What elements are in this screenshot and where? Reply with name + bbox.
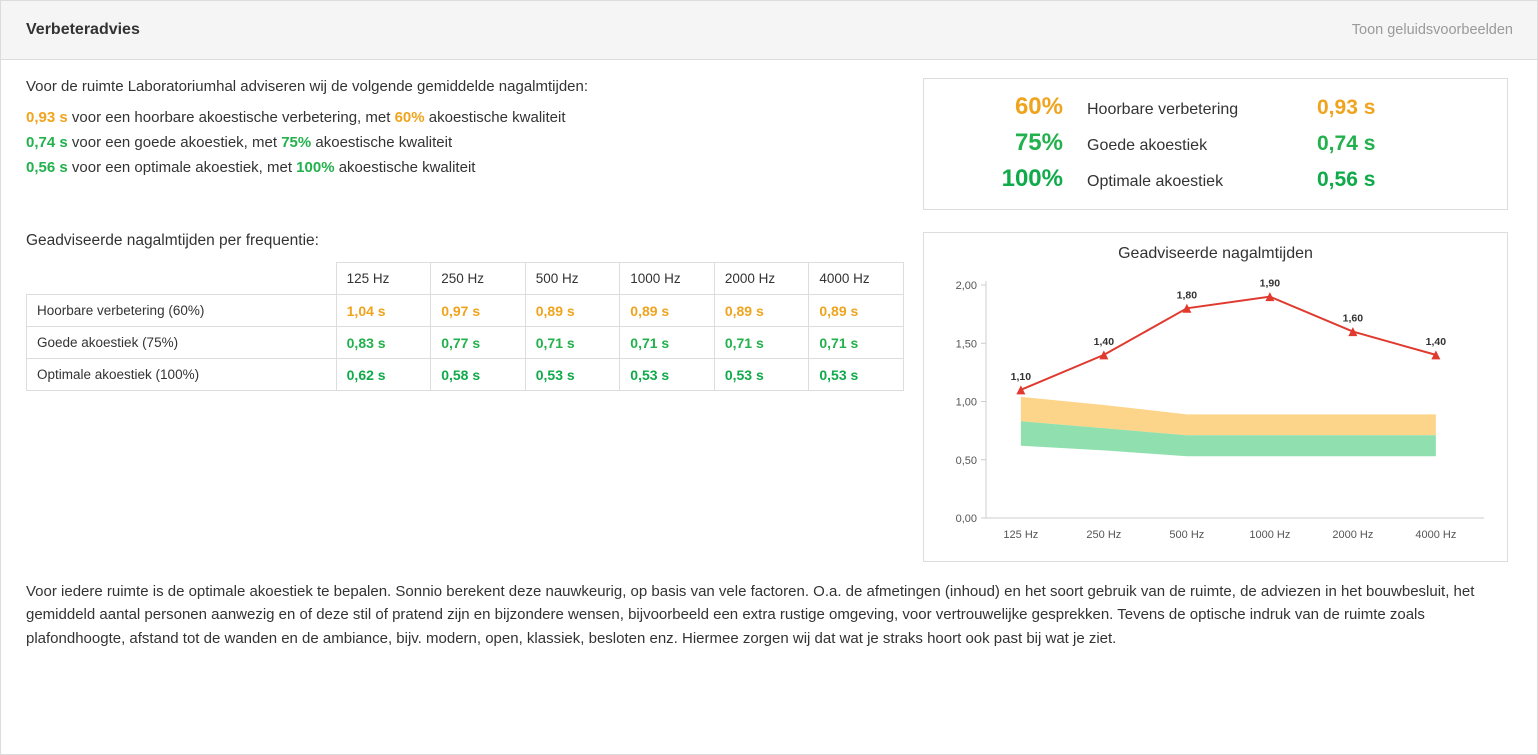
details-section (1, 210, 1537, 562)
svg-text:1,90: 1,90 (1259, 277, 1281, 290)
advice-text-block (26, 78, 906, 184)
table-caption: Geadviseerde nagalmtijden per frequentie: (26, 232, 319, 249)
page-title: Verbeteradvies (26, 21, 140, 38)
summary-percentage: 75% (1014, 129, 1063, 156)
advice-line-1-tail: akoestische kwaliteit (424, 109, 566, 126)
advice-intro: Voor de ruimte Laboratoriumhal adviseren wij de volgende gemiddelde nagalmtijden: (26, 78, 589, 95)
table-row-label: Hoorbare verbetering (60%) (27, 295, 337, 327)
table-header-500hz: 500 Hz (525, 263, 620, 295)
advice-line-2-mid: voor een goede akoestiek, met (67, 134, 282, 151)
table-cell: 0,53 s (714, 359, 809, 391)
advice-section (1, 60, 1537, 210)
advice-line-3-value: 0,56 s (26, 159, 68, 176)
svg-text:1,00: 1,00 (955, 396, 977, 409)
table-cell: 0,71 s (714, 327, 809, 359)
svg-text:1,40: 1,40 (1093, 335, 1115, 348)
toon-geluidsvoorbeelden-link[interactable]: Toon geluidsvoorbeelden (1351, 22, 1513, 38)
table-row (27, 295, 904, 327)
svg-text:250 Hz: 250 Hz (1086, 529, 1122, 541)
explanatory-paragraph: Voor iedere ruimte is de optimale akoestiek te bepalen. Sonnio berekent deze nauwkeurig, op basis van vele factoren. O.a. de afmetingen (inhoud) en het soort gebruik van de ruimte, de adviezen in het bouwbesluit, het gemiddeld aantal personen aanwezig en of deze stil of pratend zijn en bijzondere wensen, bijvoorbeeld een extra rustige omgeving, voor vertrouwelijke gesprekken. Tevens de optische indruk van de ruimte zoals plafondhoogte, afstand tot de wanden en de ambiance, bijv. modern, open, klassiek, besloten enz. Hiermee zorgen wij dat wat je straks hoort ook past bij wat je ziet. (26, 583, 1475, 647)
summary-row (942, 129, 1489, 157)
summary-value: 0,56 s (1317, 168, 1376, 191)
table-cell: 0,89 s (620, 295, 715, 327)
table-cell: 0,58 s (431, 359, 526, 391)
reverberation-chart (923, 232, 1508, 562)
table-header-125hz: 125 Hz (336, 263, 431, 295)
advice-line-3-pct: 100% (296, 159, 335, 176)
advice-line-2-tail: akoestische kwaliteit (311, 134, 453, 151)
table-cell: 0,71 s (809, 327, 904, 359)
advice-line-1-pct: 60% (394, 109, 425, 126)
svg-text:1,40: 1,40 (1425, 335, 1447, 348)
table-cell: 1,04 s (336, 295, 431, 327)
panel-header (1, 1, 1537, 60)
svg-text:1,60: 1,60 (1342, 312, 1364, 325)
table-cell: 0,89 s (525, 295, 620, 327)
advice-line-2-value: 0,74 s (26, 134, 68, 151)
summary-box (923, 78, 1508, 210)
advice-line-3 (26, 159, 906, 176)
svg-text:2000 Hz: 2000 Hz (1332, 529, 1374, 541)
summary-percentage: 100% (1001, 165, 1063, 192)
table-header-1000hz: 1000 Hz (620, 263, 715, 295)
advice-line-3-tail: akoestische kwaliteit (334, 159, 476, 176)
table-cell: 0,53 s (620, 359, 715, 391)
advice-line-1 (26, 109, 906, 126)
svg-text:125 Hz: 125 Hz (1003, 529, 1039, 541)
table-header-4000hz: 4000 Hz (809, 263, 904, 295)
svg-text:500 Hz: 500 Hz (1169, 529, 1205, 541)
table-row (27, 327, 904, 359)
summary-row (942, 93, 1489, 121)
chart-title: Geadviseerde nagalmtijden (1118, 245, 1313, 262)
table-header-row (27, 263, 904, 295)
svg-text:1,50: 1,50 (955, 338, 977, 351)
table-header-250hz: 250 Hz (431, 263, 526, 295)
table-cell: 0,77 s (431, 327, 526, 359)
table-cell: 0,53 s (525, 359, 620, 391)
table-cell: 0,62 s (336, 359, 431, 391)
table-cell: 0,71 s (620, 327, 715, 359)
svg-text:0,50: 0,50 (955, 454, 977, 467)
svg-text:1,10: 1,10 (1010, 370, 1032, 383)
table-cell: 0,89 s (714, 295, 809, 327)
svg-text:1,80: 1,80 (1176, 289, 1198, 302)
table-row-label: Optimale akoestiek (100%) (27, 359, 337, 391)
summary-label: Hoorbare verbetering (1087, 101, 1239, 118)
table-cell: 0,97 s (431, 295, 526, 327)
summary-value: 0,93 s (1317, 96, 1376, 119)
advice-line-2 (26, 134, 906, 151)
chart-canvas (924, 263, 1507, 563)
summary-row (942, 165, 1489, 193)
frequency-table-wrap (26, 232, 906, 391)
svg-text:4000 Hz: 4000 Hz (1415, 529, 1457, 541)
summary-value: 0,74 s (1317, 132, 1376, 155)
table-cell: 0,71 s (525, 327, 620, 359)
table-cell: 0,83 s (336, 327, 431, 359)
svg-text:2,00: 2,00 (955, 280, 977, 292)
svg-text:0,00: 0,00 (955, 513, 977, 525)
advice-line-3-mid: voor een optimale akoestiek, met (67, 159, 297, 176)
advice-line-2-pct: 75% (281, 134, 312, 151)
table-header-2000hz: 2000 Hz (714, 263, 809, 295)
svg-text:1000 Hz: 1000 Hz (1249, 529, 1291, 541)
advice-line-1-value: 0,93 s (26, 109, 68, 126)
advice-line-1-mid: voor een hoorbare akoestische verbetering, met (67, 109, 395, 126)
table-row-label: Goede akoestiek (75%) (27, 327, 337, 359)
frequency-table (26, 262, 904, 391)
summary-percentage: 60% (1014, 93, 1063, 120)
table-header-blank (27, 263, 337, 295)
table-row (27, 359, 904, 391)
summary-label: Goede akoestiek (1087, 137, 1208, 154)
summary-label: Optimale akoestiek (1087, 173, 1224, 190)
table-cell: 0,53 s (809, 359, 904, 391)
table-cell: 0,89 s (809, 295, 904, 327)
